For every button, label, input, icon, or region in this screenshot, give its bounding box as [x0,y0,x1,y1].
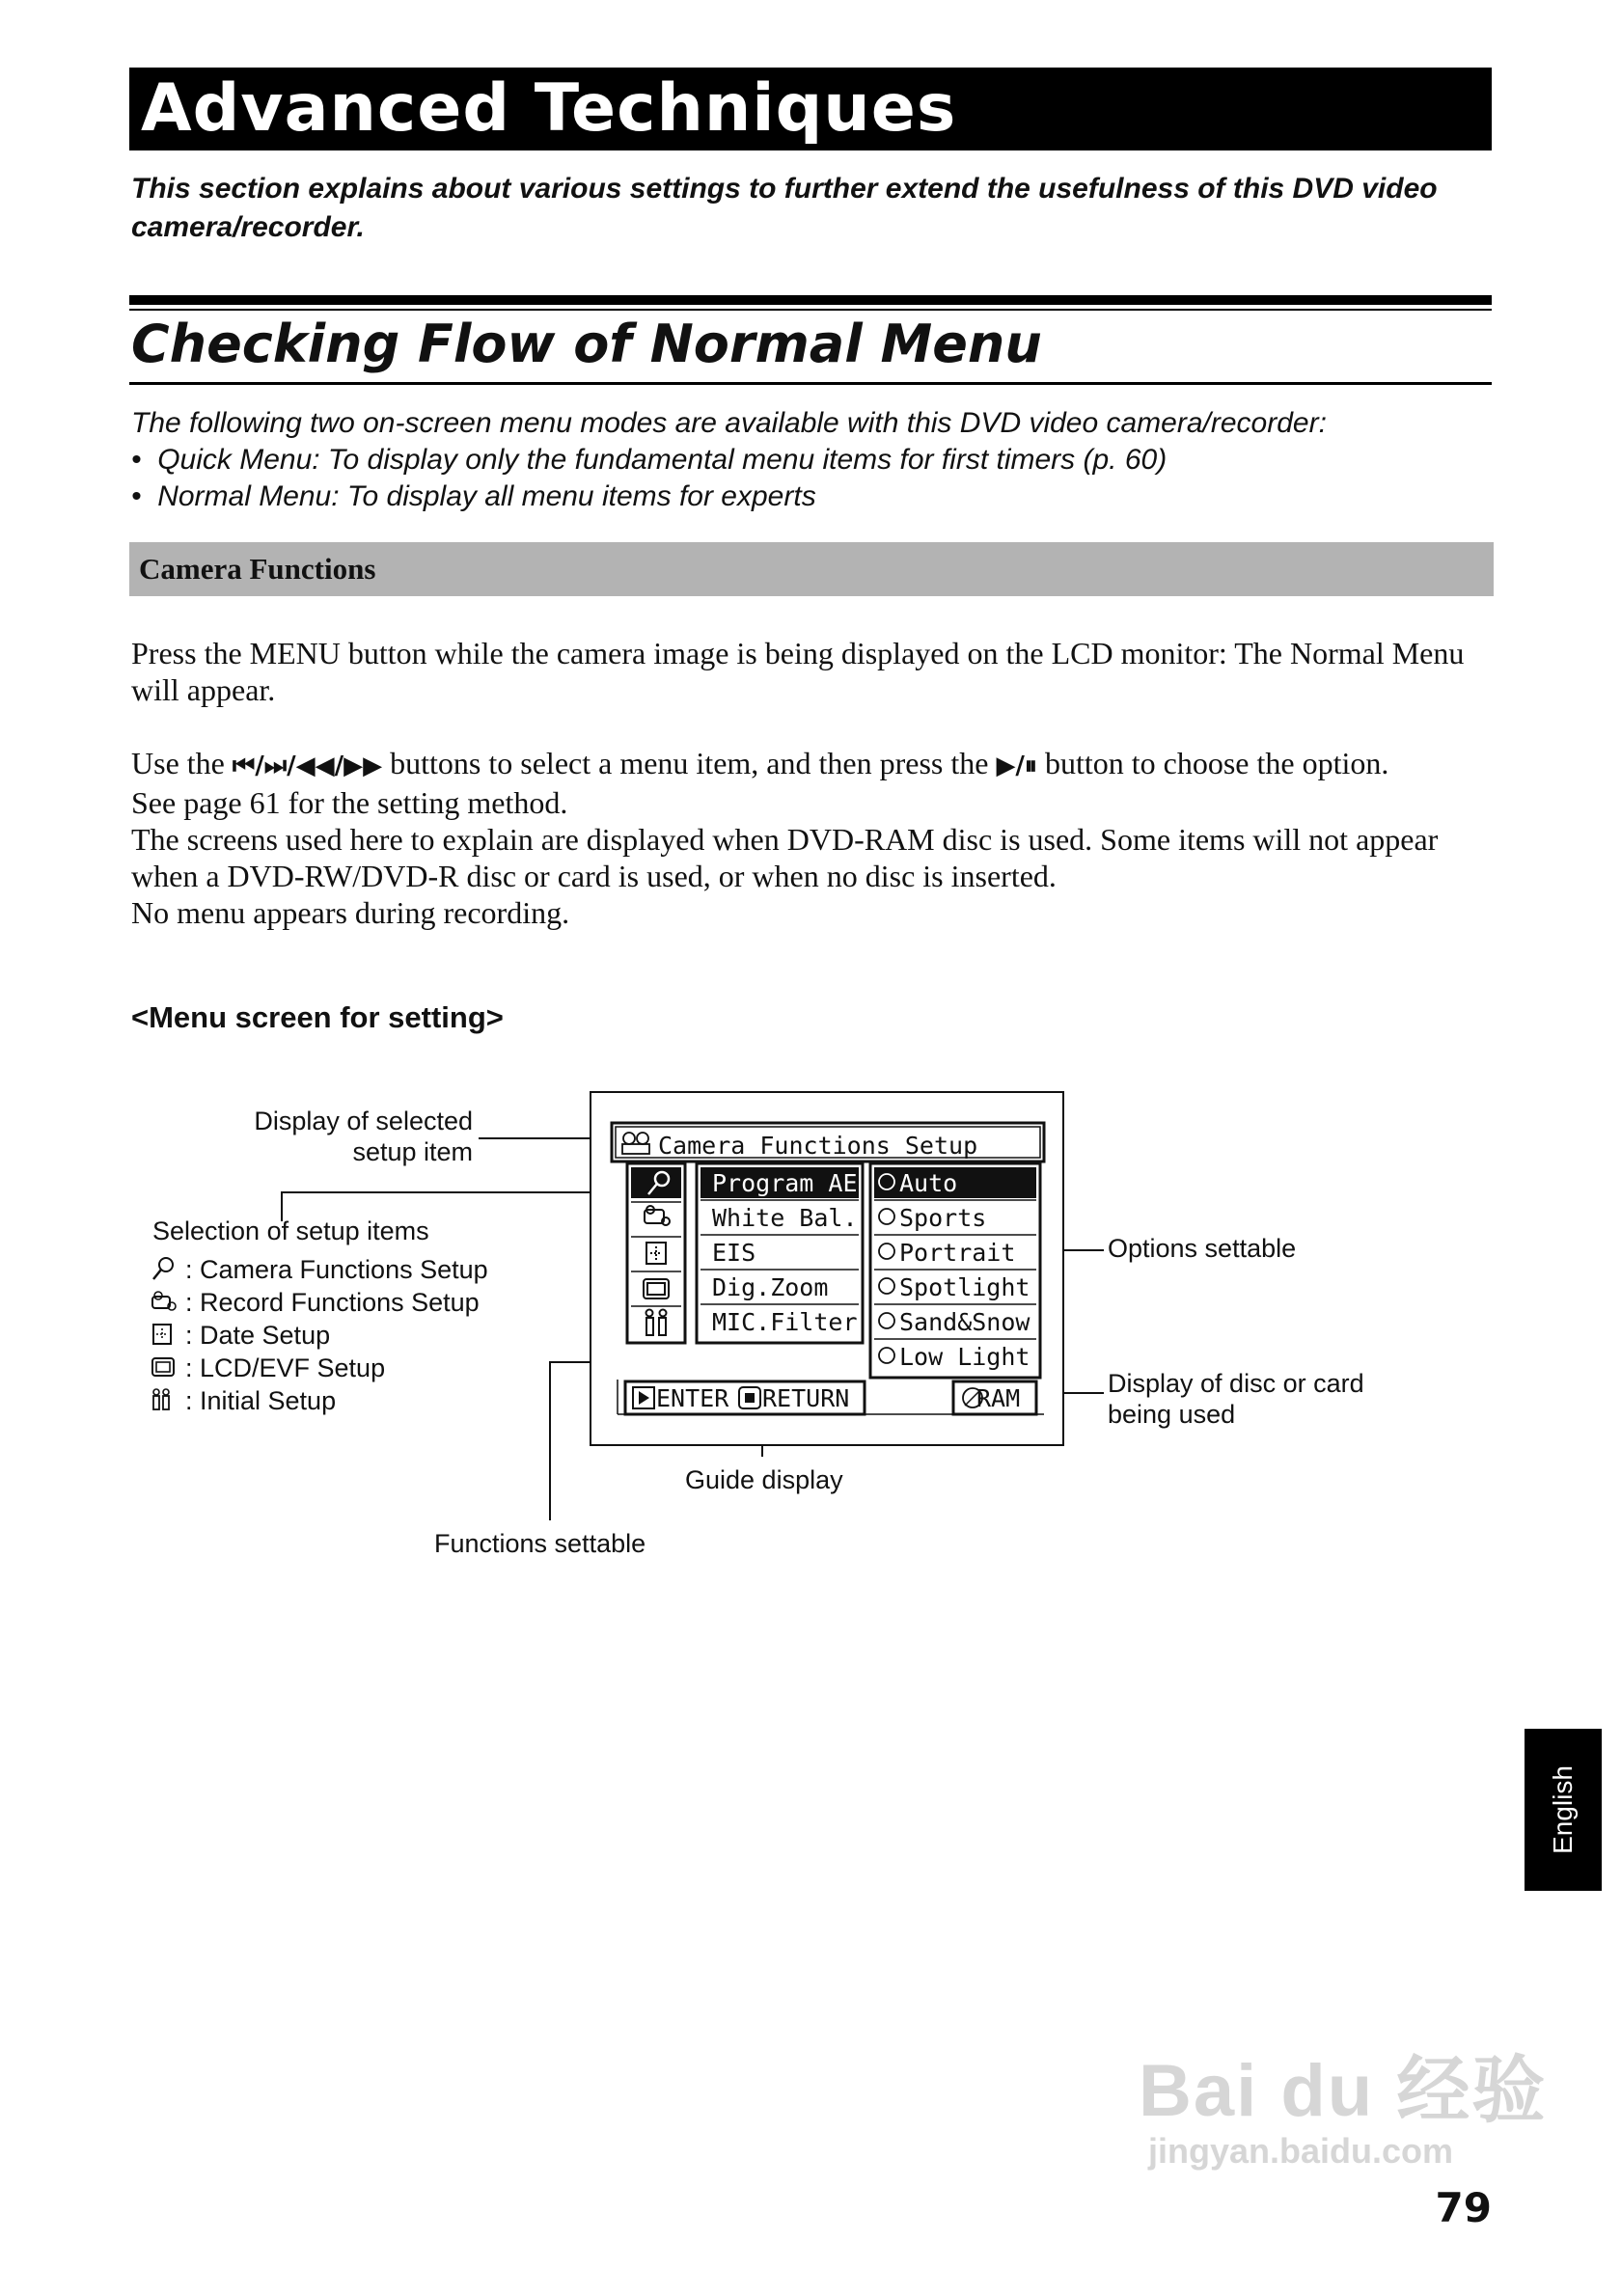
option-item[interactable]: Sand&Snow [899,1308,1030,1336]
play-pause-glyph: ▶/⏸ [996,752,1037,780]
section-title: Checking Flow of Normal Menu [131,314,1042,374]
menu-screen-heading: <Menu screen for setting> [131,1000,504,1034]
setting-method-ref: See page 61 for the setting method. [131,785,568,820]
legend-text: : Camera Functions Setup [185,1255,488,1284]
page-title: Advanced Techniques [141,70,957,147]
list-item: • Normal Menu: To display all menu items for experts [131,480,816,512]
function-item[interactable]: EIS [712,1239,756,1267]
menu-instruction: Press the MENU button while the camera image is being displayed on the LCD monitor: The Normal Menu will appear. [131,636,1465,707]
disc-note: The screens used here to explain are displayed when DVD-RAM disc is used. Some items will not appear when a DVD-RW/DVD-R disc or card is used, or when no disc is inserted. [131,822,1439,893]
page-number: 79 [1435,2184,1492,2231]
label-selection-setup-items: Selection of setup items [152,1216,429,1245]
label-disc-line1: Display of disc or card [1108,1369,1364,1398]
label-functions-settable: Functions settable [434,1529,646,1558]
function-item[interactable]: MIC.Filter [712,1308,858,1336]
watermark-logo: Bai du 经验 [1139,2050,1548,2132]
recording-note: No menu appears during recording. [131,895,570,930]
label-selected-line1: Display of selected [254,1107,473,1135]
nav-buttons-glyphs: ⏮/⏭/◀◀/▶▶ [232,752,383,780]
list-item: • Quick Menu: To display only the fundamental menu items for first timers (p. 60) [131,444,1168,476]
legend-text: : Record Functions Setup [185,1288,480,1317]
text-buttons: buttons to select a menu item, and then press the [390,746,989,780]
label-selected-line2: setup item [352,1137,473,1166]
option-item[interactable]: Low Light [899,1343,1030,1371]
menu-modes-lead: The following two on-screen menu modes are available with this DVD video camera/recorder: [131,407,1327,439]
language-tab-label: English [1548,1765,1578,1854]
normal-menu-text: Normal Menu: To display all menu items for experts [157,480,816,512]
option-item[interactable]: Sports [899,1204,987,1232]
label-disc-line2: being used [1108,1400,1236,1429]
section-intro: This section explains about various settings to further extend the usefulness of this DVD video camera/recorder. [131,173,1438,243]
label-options-settable: Options settable [1108,1234,1297,1263]
function-item[interactable]: Dig.Zoom [712,1273,829,1301]
option-item[interactable]: Auto [899,1169,958,1197]
legend-text: : Date Setup [185,1321,331,1350]
function-item[interactable]: White Bal. [712,1204,858,1232]
option-item[interactable]: Spotlight [899,1273,1030,1301]
language-tab [1525,1729,1602,1891]
legend-text: : LCD/EVF Setup [185,1353,386,1382]
enter-label: ENTER [656,1384,729,1412]
text-choose: button to choose the option. [1044,746,1389,780]
quick-menu-text: Quick Menu: To display only the fundamental menu items for first timers (p. 60) [157,444,1168,476]
subheading: Camera Functions [139,552,376,586]
label-guide-display: Guide display [685,1465,843,1494]
disc-label: RAM [976,1384,1021,1412]
option-item[interactable]: Portrait [899,1239,1016,1267]
watermark-url: jingyan.baidu.com [1148,2131,1454,2171]
text-use-the: Use the [131,746,225,780]
legend-text: : Initial Setup [185,1386,337,1415]
function-item[interactable]: Program AE [712,1169,858,1197]
watermark [1139,2032,1547,2172]
screen-title: Camera Functions Setup [658,1132,978,1160]
return-label: RETURN [762,1384,850,1412]
